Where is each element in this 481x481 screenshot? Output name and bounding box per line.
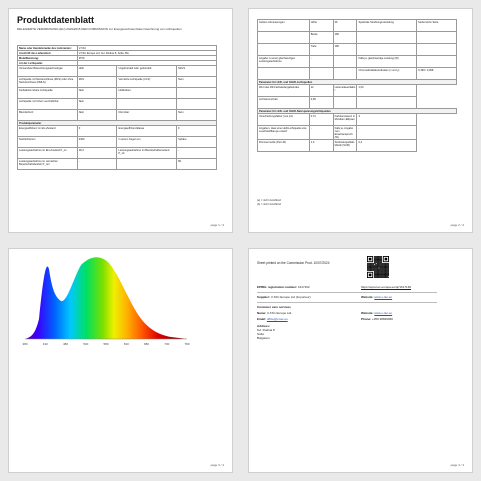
- table-cell: Nein: [177, 77, 217, 88]
- table-cell: NDLS: [177, 66, 217, 77]
- regulation-subtitle: DELEGIERTE VERORDNUNG (EU) 2019/2015 DER KOMMISSION zur Energieverbrauchskennzeichnung von Lichtquellen: [17, 27, 182, 31]
- table-cell: Falls ja, Angabe zum Ersatzanspruch (W): [333, 126, 357, 140]
- table-cell: Leistungsaufnahme im vernetzten Bereitschaftsbetrieb P_net: [18, 159, 78, 170]
- phone-row: Phone: +359 28829966: [361, 317, 393, 321]
- table-row: [18, 66, 217, 77]
- qr-code-icon: [367, 256, 389, 278]
- table-cell: [333, 56, 357, 68]
- customer-service-heading: Customer care services: [257, 305, 291, 309]
- product-parameters-table: [257, 19, 457, 152]
- table-cell: Flimmermetrik (Pst LM): [258, 140, 310, 152]
- table-cell: 1,00: [357, 85, 417, 97]
- table-cell: Leistungsaufnahme im Bereitschaftszustand P_sb: [117, 148, 177, 159]
- x-tick-label: 630: [123, 342, 129, 346]
- page-number: page 1 / 4: [210, 223, 224, 227]
- table-cell: Falls ja, gleichwertige Leistung (W): [357, 56, 417, 68]
- table-row: [18, 88, 217, 99]
- table-cell: Energieeffizienzklasse: [117, 126, 177, 137]
- table-cell: Modellkennung:: [18, 56, 78, 61]
- page-number: page 4 / 4: [450, 463, 464, 467]
- table-row: [258, 114, 457, 126]
- name-row: Name: V-TAC Europe Ltd.: [257, 311, 292, 315]
- table-cell: Anschrift des Lieferanten:: [18, 51, 78, 56]
- table-cell: 0,96: [309, 97, 333, 109]
- table-cell: [417, 56, 457, 68]
- table-cell: [117, 159, 177, 170]
- table-cell: 0,72: [309, 114, 333, 126]
- table-cell: Nein: [77, 88, 117, 99]
- table-cell: [333, 68, 357, 80]
- table-cell: MLS: [77, 77, 117, 88]
- divider: [257, 302, 437, 303]
- table-cell: Lebensdauerfaktor: [333, 85, 357, 97]
- x-tick-label: 380: [22, 342, 28, 346]
- table-cell: in einem Kegel von: [117, 137, 177, 148]
- table-cell: Blendschutz:: [18, 110, 78, 121]
- table-cell: 26: [333, 20, 357, 32]
- table-cell: 180: [333, 44, 357, 56]
- table-cell: -: [357, 126, 417, 140]
- table-cell: Lichtquelle mit hoher Leuchtdichte:: [18, 99, 78, 110]
- address-line-1: bul. Rodina 8: [257, 328, 275, 332]
- email-row: Email: office@v-tac.eu: [257, 317, 288, 321]
- table-cell: 1,0: [309, 140, 333, 152]
- table-cell: LED: [77, 66, 117, 77]
- table-cell: 12: [309, 85, 333, 97]
- table-cell: F: [177, 126, 217, 137]
- datasheet-page-1: [8, 8, 233, 233]
- table-cell: Vernetzte Lichtquelle (CLS):: [117, 77, 177, 88]
- section-header-cell: Parameter für LED- und OLED-Netzspannungslichtquellen: [258, 109, 457, 114]
- table-cell: V-TAC Europe Ltd, bul. Rodina 8, Sofia, BG: [77, 51, 216, 56]
- table-cell: 0,399 / 0,398: [417, 68, 457, 80]
- supplier-website-row: Website: www.v-tac.eu: [361, 295, 393, 299]
- address-line-3: Bulgarien: [257, 336, 270, 340]
- table-cell: 2579: [77, 56, 216, 61]
- footnote-b: (b) = nicht zutreffend: [257, 203, 281, 206]
- x-tick-label: 780: [184, 342, 190, 346]
- table-cell: [357, 32, 417, 44]
- datasheet-page-3: [8, 248, 233, 473]
- table-cell: Angaben, dass eine LED-Lichtquelle eine Leuchtstofflampe ersetzt: [258, 126, 310, 140]
- x-tick-label: 430: [42, 342, 48, 346]
- table-cell: Ungebündelt oder gebündelt:: [117, 66, 177, 77]
- table-cell: Name oder Handelsmarke des Lieferanten:: [18, 46, 78, 51]
- table-cell: [177, 99, 217, 110]
- table-cell: Art der Lichtquelle:: [18, 61, 78, 66]
- customer-website-row: Website: www.v-tac.eu: [361, 311, 393, 315]
- x-axis-labels: [22, 342, 189, 346]
- table-cell: [258, 68, 310, 80]
- eprel-row: EPREL registration number: 1617162: [257, 285, 310, 289]
- address-line-2: Sofia: [257, 332, 264, 336]
- table-cell: Nutzlichtstrom: [18, 137, 78, 148]
- spectrum-fill: [25, 255, 187, 339]
- table-cell: -: [177, 148, 217, 159]
- table-cell: Farbkonsistenz in McAdam-Ellipsen: [333, 114, 357, 126]
- eprel-link[interactable]: https://eprel.ec.europa.eu/qr/1617162: [361, 285, 412, 289]
- table-cell: Breite: [309, 32, 333, 44]
- table-cell: 180: [333, 32, 357, 44]
- table-row: [258, 126, 457, 140]
- table-cell: [177, 88, 217, 99]
- table-cell: [417, 44, 457, 56]
- table-cell: Spektrale Strahlungsverteilung: [357, 20, 417, 32]
- table-cell: Farbabstimmbare Lichtquelle:: [18, 88, 78, 99]
- spectral-distribution-chart: [9, 249, 232, 472]
- table-cell: Produktparameter: [18, 121, 217, 126]
- address-label: Address:: [257, 324, 271, 328]
- table-cell: 3: [357, 114, 417, 126]
- table-cell: Wert des R9-Farbwiedergabeindex: [258, 85, 310, 97]
- table-row: [258, 68, 457, 80]
- table-row: [258, 32, 457, 44]
- email-link[interactable]: office@v-tac.eu: [266, 317, 288, 321]
- table-cell: 2400: [77, 137, 117, 148]
- table-row: [258, 56, 457, 68]
- table-cell: Höhe: [309, 20, 333, 32]
- datasheet-page-2: [248, 8, 473, 233]
- table-cell: [417, 32, 457, 44]
- sheet-header: Sheet printed on the Commission Prod. 10/07/2024: [257, 261, 330, 265]
- spectrum-area: [25, 255, 187, 339]
- table-cell: 0,4: [357, 140, 417, 152]
- table-row: [18, 99, 217, 110]
- table-cell: Leistungsaufnahme im Ein-Zustand P_on: [18, 148, 78, 159]
- table-row: [258, 44, 457, 56]
- table-cell: V-TAC: [77, 46, 216, 51]
- table-cell: 80: [177, 159, 217, 170]
- divider: [257, 292, 437, 293]
- table-cell: [357, 44, 417, 56]
- supplier-row: Supplier: V-TAC Europe Ltd (Importeur): [257, 295, 311, 299]
- table-cell: Siehe letzte Seite: [417, 20, 457, 32]
- table-cell: Energieeffizienz im Ein-Zustand: [18, 126, 78, 137]
- customer-website-link[interactable]: www.v-tac.eu: [374, 311, 393, 315]
- table-cell: [258, 44, 310, 56]
- table-row: [18, 126, 217, 137]
- x-tick-label: 730: [164, 342, 170, 346]
- table-cell: Äußere Abmessungen: [258, 20, 310, 32]
- table-cell: Nein: [77, 110, 117, 121]
- page-number: page 2 / 4: [450, 223, 464, 227]
- table-cell: Dimmbar:: [117, 110, 177, 121]
- table-row: [258, 20, 457, 32]
- table-cell: Verschiebungsfaktor (cos φ1): [258, 114, 310, 126]
- table-cell: Lichtquelle mit Netzanschluss (MLS) oder ohne Netzanschluss (NMLS):: [18, 77, 78, 88]
- table-cell: Nein: [77, 99, 117, 110]
- x-tick-label: 580: [103, 342, 109, 346]
- table-cell: Nein: [177, 110, 217, 121]
- table-cell: -: [309, 56, 333, 68]
- x-tick-label: 530: [83, 342, 89, 346]
- table-cell: [333, 97, 357, 109]
- table-cell: -: [77, 159, 117, 170]
- page-number: page 3 / 4: [210, 463, 224, 467]
- table-cell: [309, 68, 333, 80]
- table-cell: Lichtstromerhalt: [258, 97, 310, 109]
- footnote-a: (a) = nicht zutreffend: [257, 199, 281, 202]
- table-cell: [258, 32, 310, 44]
- table-cell: [357, 97, 417, 109]
- table-cell: Stroboskopeffekt-Metrik (SVM): [333, 140, 357, 152]
- page-title: Produktdatenblatt: [17, 15, 95, 25]
- product-info-table: [17, 45, 217, 170]
- table-cell: Sphäre: [177, 137, 217, 148]
- table-cell: [117, 99, 177, 110]
- x-tick-label: 480: [62, 342, 69, 346]
- table-row: [18, 137, 217, 148]
- supplier-website-link[interactable]: www.v-tac.eu: [374, 295, 393, 299]
- table-row: [18, 159, 217, 170]
- table-cell: F: [77, 126, 117, 137]
- table-row: [18, 110, 217, 121]
- table-cell: Tiefe: [309, 44, 333, 56]
- x-tick-label: 680: [143, 342, 150, 346]
- table-row: [258, 85, 457, 97]
- table-cell: -: [309, 126, 333, 140]
- table-row: [18, 77, 217, 88]
- table-cell: Chromatizitätskoordinaten (x und y): [357, 68, 417, 80]
- table-row: [258, 97, 457, 109]
- table-row: [258, 140, 457, 152]
- table-cell: Verwendete Beleuchtungstechnologie:: [18, 66, 78, 77]
- datasheet-page-4: [248, 248, 473, 473]
- section-header-cell: Parameter für LED- und OLED-Lichtquellen: [258, 80, 457, 85]
- table-row: [18, 148, 217, 159]
- table-cell: 18,3: [77, 148, 117, 159]
- table-cell: Hüllkolben:: [117, 88, 177, 99]
- table-cell: Angabe zu einer gleichwertigen Leistungsaufnahme: [258, 56, 310, 68]
